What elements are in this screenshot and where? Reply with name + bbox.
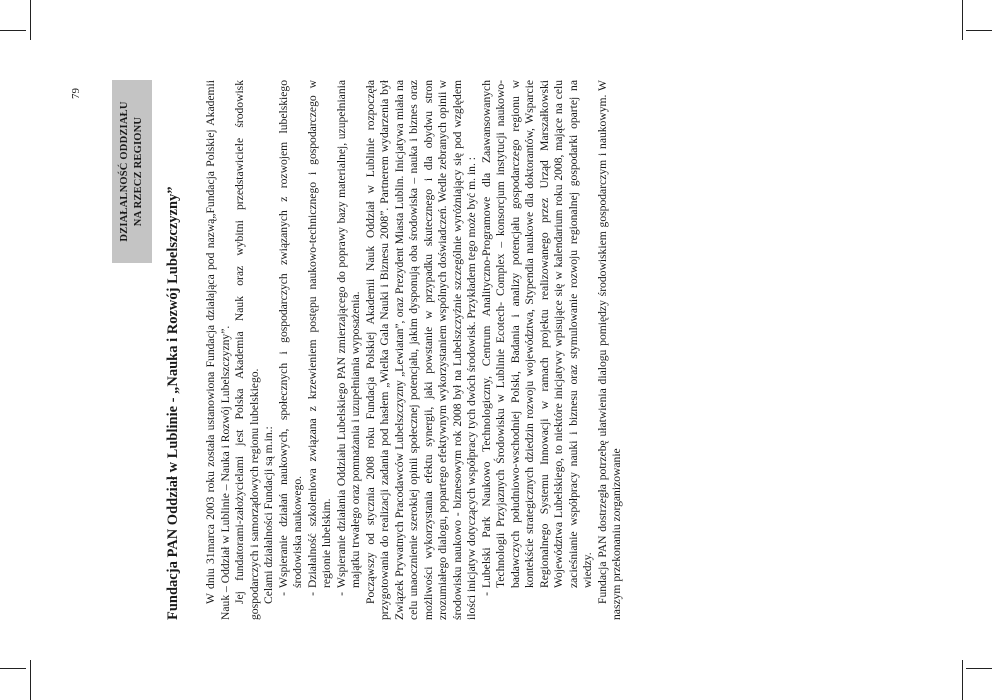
section-header-line-1: DZIAŁALNOŚĆ ODDZIAŁU [119, 101, 130, 242]
paragraph-founders: Jej fundatorami-założycielami jest Polska Akademia Nauk oraz wybitni przedstawiciele środowisk gospodarczych i samorządowych regionu lubelskiego. [233, 80, 261, 620]
section-header-box [112, 80, 152, 263]
goal-list-item [335, 80, 364, 620]
section-header-line-2: NA RZECZ REGIONU [133, 116, 144, 227]
crop-mark-bottom-left-h [0, 668, 26, 669]
paragraph-gala: Począwszy od stycznia 2008 roku Fundacja Polskiej Akademii Nauk Oddział w Lublinie rozpoczęła przygotowania do realizacji zadania pod hasłem „Wielka Gala Nauki i Biznesu 2008”. Partnerem wydarzenia był Związek Prywatnych Pracodawców Lubelszczyzny „Lewiatan”, oraz Prezydent Miasta Lublin. Inicjatywa miała na celu unaocznienie szerokiej opinii społecznej potencjału, jakim dysponują oba środowiska – nauka i biznes oraz możliwości wykorzystania efektu synergii, jaki powstanie w przypadku skutecznego i dla obydwu stron zrozumiałego dialogu, popartego efektywnym wykorzystaniem wspólnych doświadczeń. Wedle zebranych opinii w środowisku naukowo - biznesowym rok 2008 był na Lubelszczyźnie szczególnie wyróżniający się pod względem ilości inicjatyw dotyczących współpracy tych dwóch środowisk. Przykładem tego może być m. in. : [363, 80, 478, 620]
crop-mark-bottom-right [962, 660, 963, 700]
article-title: Fundacja PAN Oddział w Lublinie - „Nauka i Rozwój Lubelszczyzny” [165, 186, 181, 620]
rotated-page [64, 80, 924, 620]
page-number: 79 [70, 88, 82, 99]
paragraph-dialogue: Fundacja PAN dostrzegła potrzebę ułatwienia dialogu pomiędzy środowiskiem gospodarczym i naukowym. W naszym przekonaniu zorganizowanie [595, 80, 623, 620]
crop-mark-top-right-h [966, 30, 992, 31]
article-body [204, 80, 625, 620]
goal-list-item-text: Wspieranie działania Oddziału Lubelskiego PAN zmierzającego do poprawy bazy materialnej, uzupełniania majątku trwałego oraz pomnażania i uzupełniania wyposażenia. [334, 80, 362, 588]
list-dash: - [305, 592, 319, 596]
goal-list-item [306, 80, 335, 620]
goal-list-item [277, 80, 306, 620]
crop-mark-top-left [30, 0, 31, 40]
crop-mark-top-left-h [0, 30, 26, 31]
crop-mark-top-right [962, 0, 963, 40]
initiatives-list-item [480, 80, 596, 620]
list-dash: - [276, 592, 290, 596]
paragraph-intro: W dniu 31marca 2003 roku została ustanowiona Fundacja działająca pod nazwą„Fundacja Polskiej Akademii Nauk – Oddział w Lublinie – Nauka i Rozwój Lubelszczyzny”. [204, 80, 232, 620]
crop-mark-bottom-right-h [966, 668, 992, 669]
list-dash: - [479, 592, 493, 596]
list-dash: - [334, 592, 348, 596]
paragraph-goals-heading: Celami działalności Fundacji są m.in.: [262, 426, 275, 604]
initiatives-list-item-text: Lubelski Park Naukowo Technologiczny, Centrum Analityczno-Programowe dla Zaawansowanych Technologii Przyjaznych Środowisku w Lublinie Ecotech- Complex – konsorcjum instytucji naukowo-badawczych południowo-wschodniej Polski, Badania i analizy potencjału gospodarczego regionu w kontekście strategicznych dziedzin rozwoju województwa, Stypendia naukowe dla doktorantów, Wsparcie Regionalnego Systemu Innowacji w ramach projektu realizowanego przez Urząd Marszałkowski Województwa Lubelskiego, to niektóre inicjatywy wpisujące się w kalendarium roku 2008, mające na celu zacieśnianie współpracy nauki i biznesu oraz stymulowanie rozwoju regionalnej gospodarki opartej na wiedzy. [479, 80, 594, 588]
crop-mark-bottom-left [30, 660, 31, 700]
goal-list-item-text: Działalność szkoleniowa związana z krzewieniem postępu naukowo-technicznego i gospodarczego w regionie lubelskim. [305, 80, 333, 588]
goal-list-item-text: Wspieranie działań naukowych, społecznych i gospodarczych związanych z rozwojem lubelskiego środowiska naukowego. [276, 80, 304, 588]
